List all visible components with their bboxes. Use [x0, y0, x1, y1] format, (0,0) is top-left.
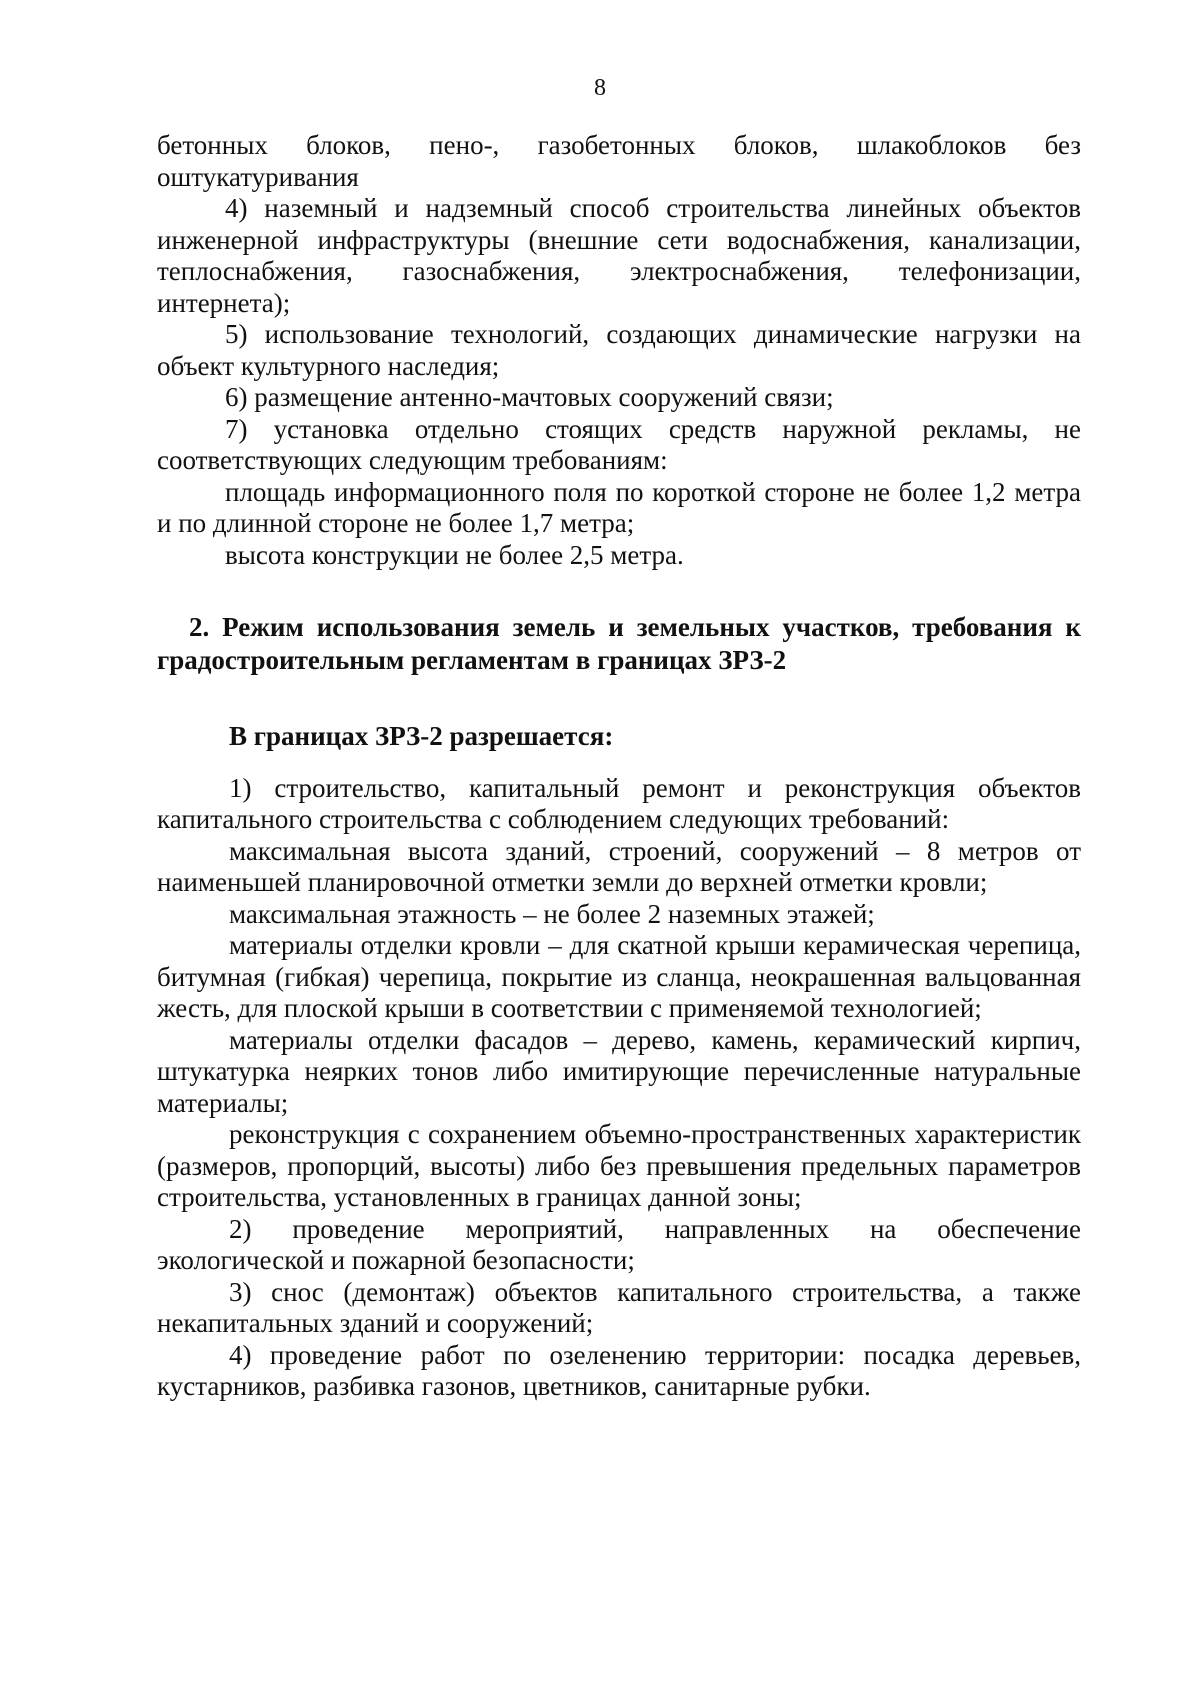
permitted-item-4: 4) проведение работ по озеленению территории: посадка деревьев, кустарников, разбивка газонов, цветников, санитарные рубки.	[157, 1339, 1081, 1401]
requirement-reconstruction: реконструкция с сохранением объемно-пространственных характеристик (размеров, пропорций, высоты) либо без превышения предельных параметров строительства, установленных в границах данной зоны;	[157, 1119, 1081, 1212]
section-subheading: В границах ЗРЗ-2 разрешается:	[229, 721, 614, 751]
requirement-construction-height: высота конструкции не более 2,5 метра.	[225, 539, 684, 570]
requirement-facade-materials: материалы отделки фасадов – дерево, камень, керамический кирпич, штукатурка неярких тонов либо имитирующие перечисленные натуральные материалы;	[157, 1024, 1081, 1118]
document-body	[157, 130, 1081, 1403]
permitted-item-2: 2) проведение мероприятий, направленных на обеспечение экологической и пожарной безопасности;	[157, 1213, 1081, 1275]
page-number: 8	[594, 75, 606, 101]
paragraph-continuation: бетонных блоков, пено-, газобетонных блоков, шлакоблоков без оштукатуривания	[157, 130, 1081, 192]
requirement-roof-materials: материалы отделки кровли – для скатной крыши керамическая черепица, битумная (гибкая) черепица, покрытие из сланца, неокрашенная вальцованная жесть, для плоской крыши в соответствии с применяемой технологией;	[157, 930, 1081, 1023]
list-item-7: 7) установка отдельно стоящих средств наружной рекламы, не соответствующих следующим требованиям:	[157, 413, 1081, 475]
section-heading: 2. Режим использования земель и земельных участков, требования к градостроительным регламентам в границах ЗРЗ-2	[157, 612, 1081, 675]
list-item-6: 6) размещение антенно-мачтовых сооружений связи;	[225, 382, 834, 412]
list-item-4: 4) наземный и надземный способ строительства линейных объектов инженерной инфраструктуры (внешние сети водоснабжения, канализации, теплоснабжения, газоснабжения, электроснабжения, телефонизации, интернета);	[157, 193, 1081, 318]
permitted-item-1: 1) строительство, капитальный ремонт и реконструкция объектов капитального строительства с соблюдением следующих требований:	[157, 772, 1081, 834]
requirement-field-area: площадь информационного поля по короткой стороне не более 1,2 метра и по длинной стороне не более 1,7 метра;	[157, 476, 1081, 538]
permitted-item-3: 3) снос (демонтаж) объектов капитального строительства, а также некапитальных зданий и сооружений;	[157, 1276, 1081, 1338]
list-item-5: 5) использование технологий, создающих динамические нагрузки на объект культурного наследия;	[157, 319, 1081, 381]
requirement-max-height: максимальная высота зданий, строений, сооружений – 8 метров от наименьшей планировочной отметки земли до верхней отметки кровли;	[157, 835, 1081, 897]
requirement-max-floors: максимальная этажность – не более 2 наземных этажей;	[229, 898, 875, 929]
